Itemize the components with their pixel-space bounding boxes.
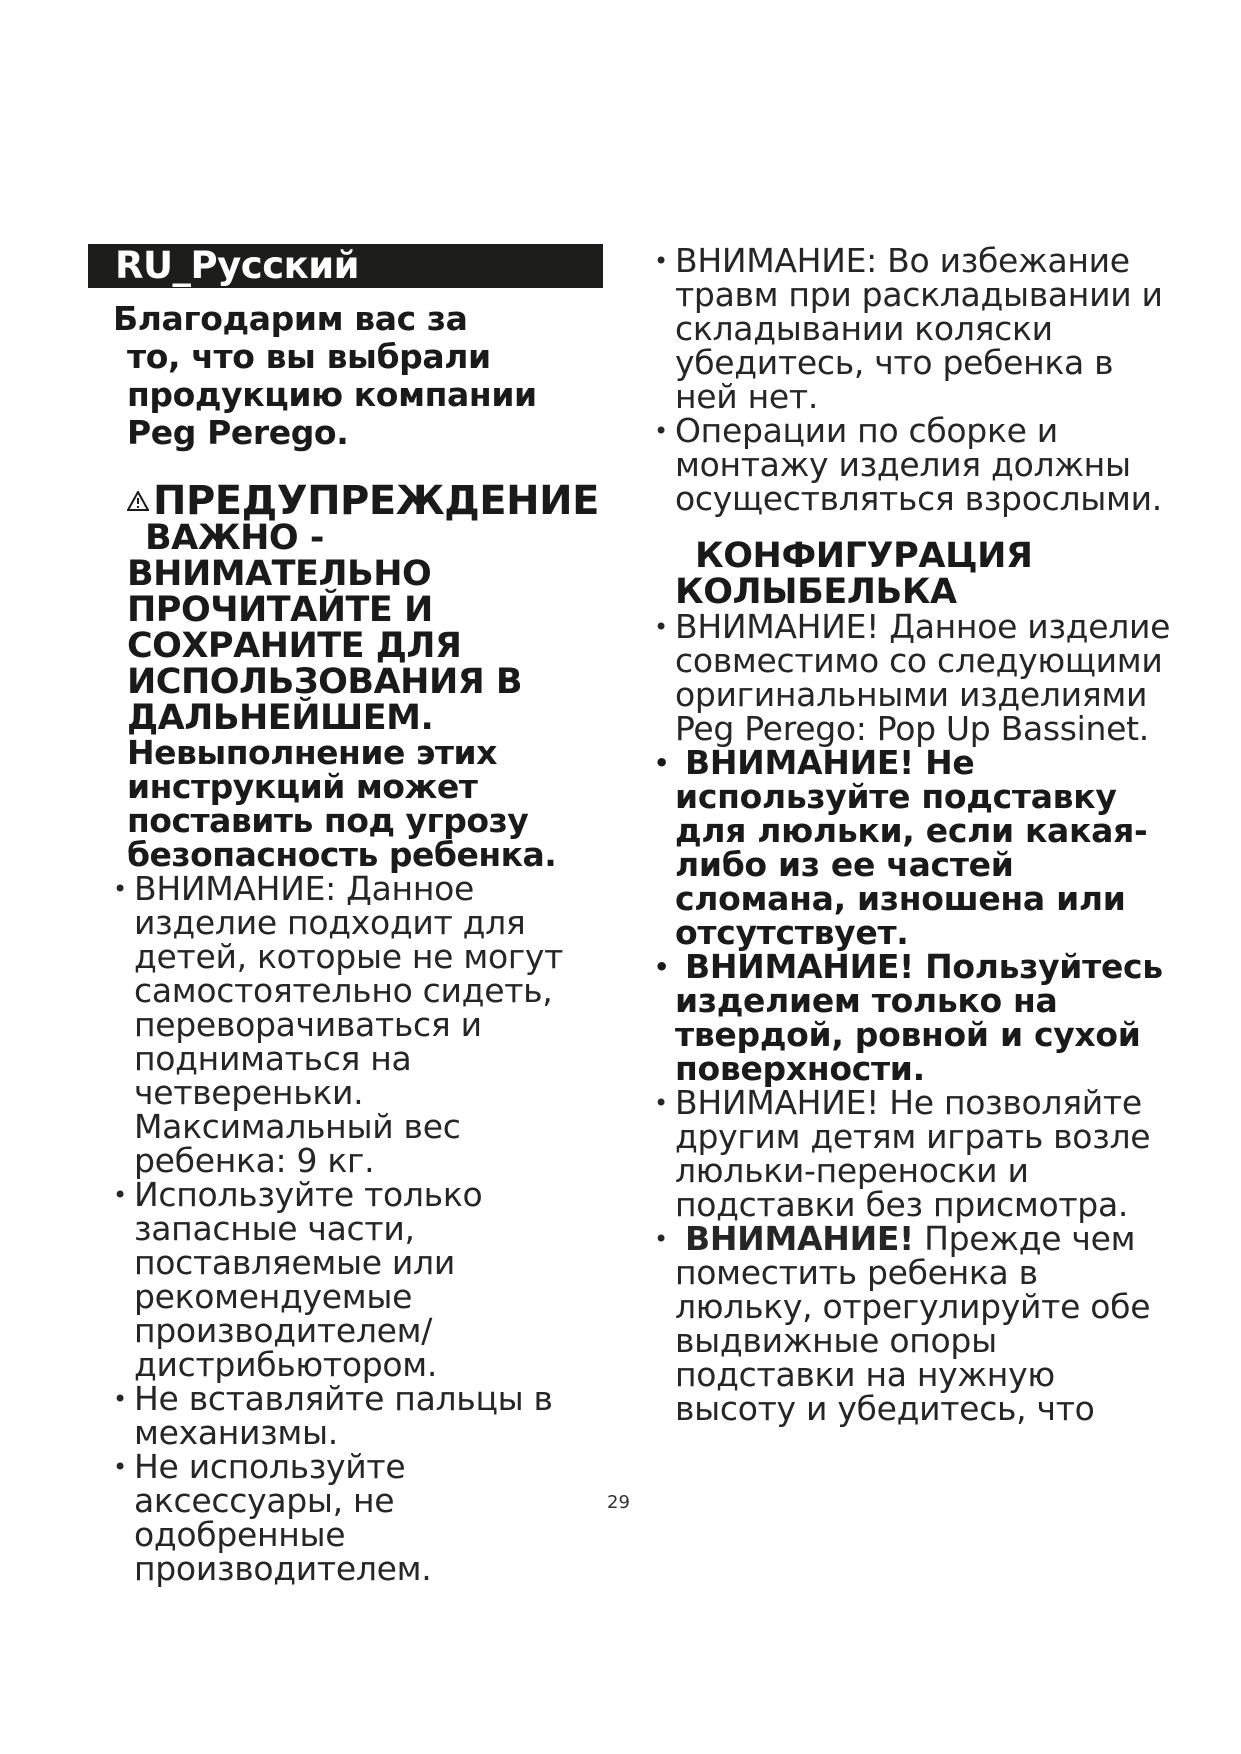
warning-caps-rest: ПРОЧИТАЙТЕ И СОХРАНИТЕ ДЛЯ ИСПОЛЬЗОВАНИЯ В ДАЛЬНЕЙШЕМ.	[127, 590, 523, 738]
warning-title-text: ПРЕДУПРЕЖДЕНИЕ	[153, 478, 599, 524]
list-item: • ВНИМАНИЕ: Во избежание травм при раскладывании и складывании коляски убедитесь, что ребенка в ней нет.	[654, 244, 1174, 414]
list-item: • Не используйте аксессуары, не одобренные производителем.	[113, 1450, 613, 1586]
language-header: RU_Русский	[88, 244, 603, 288]
warning-caps-line-1: ВАЖНО - ВНИМАТЕЛЬНО	[127, 518, 432, 594]
warning-title	[127, 478, 613, 524]
list-item	[654, 947, 1174, 1088]
list-item: • Используйте только запасные части, поставляемые или рекомендуемые производителем/ дистрибьютором.	[113, 1178, 613, 1382]
config-title-line-2: КОЛЫБЕЛЬКА	[675, 572, 957, 612]
warning-block	[113, 478, 613, 874]
right-column	[654, 241, 1174, 1428]
list-item: • ВНИМАНИЕ! Не позволяйте другим детям играть возле люльки-переноски и подставки без присмотра.	[654, 1086, 1174, 1222]
thanks-line-1: Благодарим вас за	[113, 299, 468, 338]
warning-note: Невыполнение этих инструкций может поставить под угрозу безопасность ребенка.	[127, 733, 557, 874]
left-warning-list	[113, 869, 613, 1588]
warning-triangle-icon	[127, 491, 149, 511]
list-item: • ВНИМАНИЕ! Данное изделие совместимо со следующими оригинальными изделиями Peg Perego: Pop Up Bassinet.	[654, 610, 1174, 746]
thanks-paragraph	[113, 300, 613, 452]
right-warning-list-bottom	[654, 607, 1174, 1428]
left-column	[113, 300, 613, 1586]
config-section-title	[675, 538, 1174, 610]
list-item: • ВНИМАНИЕ: Данное изделие подходит для детей, которые не могут самостоятельно сидеть, переворачиваться и подниматься на четвереньки. Максимальный вес ребенка: 9 кг.	[113, 872, 613, 1178]
list-item	[654, 1219, 1174, 1428]
list-item: • Не вставляйте пальцы в механизмы.	[113, 1382, 613, 1450]
list-item-text: ВНИМАНИЕ! Пользуйтесь изделием только на твердой, ровной и сухой поверхности.	[675, 947, 1163, 1088]
thanks-line-rest: то, что вы выбрали продукцию компании Peg Perego.	[127, 337, 537, 452]
list-item-lead: ВНИМАНИЕ!	[685, 1219, 914, 1258]
list-item-text: Прежде чем поместить ребенка в люльку, отрегулируйте обе выдвижные опоры подставки на нужную высоту и убедитесь, что	[675, 1219, 1151, 1428]
list-item-text: ВНИМАНИЕ! Не используйте подставку для люльки, если какая-либо из ее частей сломана, изношена или отсутствует.	[675, 743, 1148, 952]
list-item	[654, 743, 1174, 952]
page-number: 29	[607, 1492, 630, 1513]
right-warning-list-top	[654, 241, 1174, 518]
list-item: • Операции по сборке и монтажу изделия должны осуществляться взрослыми.	[654, 414, 1174, 516]
config-title-line-1: КОНФИГУРАЦИЯ	[695, 536, 1033, 576]
warning-caps	[127, 520, 613, 736]
